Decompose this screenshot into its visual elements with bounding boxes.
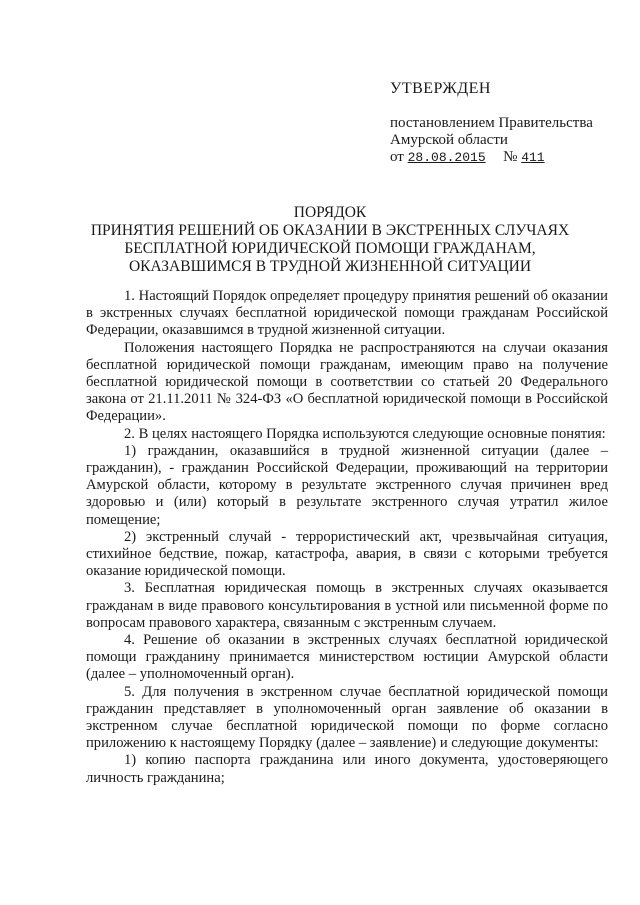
paragraph-7: 4. Решение об оказании в экстренных случаях бесплатной юридической помощи гражданину принимается министерством юстиции Амурской области (далее – уполномоченный орган). <box>86 632 608 683</box>
approval-date: 28.08.2015 <box>407 150 486 165</box>
heading-line-1: ПОРЯДОК <box>293 204 367 221</box>
paragraph-5: 2) экстренный случай - террористический акт, чрезвычайная ситуация, стихийное бедствие, пожар, катастрофа, авария, в связи с которыми требуется оказание юридической помощи. <box>86 528 608 580</box>
paragraph-4: 1) гражданин, оказавшийся в трудной жизненной ситуации (далее – гражданин), - гражданин Российской Федерации, проживающий на территории Амурской области, которому в результате экстренного случая причинен вред здоровью и (или) который в результате экстренного случая утратил жилое помещение; <box>86 442 608 528</box>
paragraph-2: Положения настоящего Порядка не распространяются на случаи оказания бесплатной юридической помощи гражданам, имеющим право на получение бесплатной юридической помощи в соответствии со статьей 20 Федерального закона от 21.11.2011 № 324-ФЗ «О бесплатной юридической помощи в Российской Федерации». <box>86 339 608 425</box>
approval-date-number <box>390 149 630 166</box>
document-heading <box>90 204 570 276</box>
heading-line-4: ОКАЗАВШИМСЯ В ТРУДНОЙ ЖИЗНЕННОЙ СИТУАЦИИ <box>128 258 532 275</box>
approval-line-1: постановлением Правительства <box>390 115 593 131</box>
heading-line-3: БЕСПЛАТНОЙ ЮРИДИЧЕСКОЙ ПОМОЩИ ГРАЖДАНАМ, <box>124 240 536 257</box>
paragraph-3: 2. В целях настоящего Порядка используются следующие основные понятия: <box>124 425 606 442</box>
approval-prefix: от <box>390 149 404 165</box>
approval-number: 411 <box>521 150 545 165</box>
heading-line-2: ПРИНЯТИЯ РЕШЕНИЙ ОБ ОКАЗАНИИ В ЭКСТРЕННЫХ СЛУЧАЯХ <box>90 222 570 239</box>
paragraph-6: 3. Бесплатная юридическая помощь в экстренных случаях оказывается гражданам в виде правового консультирования в устной или письменной форме по вопросам правового характера, связанным с экстренным случаем. <box>86 580 608 631</box>
paragraph-1: 1. Настоящий Порядок определяет процедуру принятия решений об оказании в экстренных случаях бесплатной юридической помощи гражданам Российской Федерации, оказавшимся в трудной жизненной ситуации. <box>86 288 608 339</box>
approval-line-2: Амурской области <box>390 132 508 148</box>
approval-block <box>390 80 630 166</box>
document-body <box>86 288 608 787</box>
approval-num-label: № <box>503 149 518 165</box>
approval-title: УТВЕРЖДЕН <box>390 80 491 97</box>
paragraph-9: 1) копию паспорта гражданина или иного документа, удостоверяющего личность гражданина; <box>86 752 608 786</box>
paragraph-8: 5. Для получения в экстренном случае бесплатной юридической помощи гражданин представляет в уполномоченный орган заявление об оказании в экстренном случае бесплатной юридической помощи по форме согласно приложению к настоящему Порядку (далее – заявление) и следующие документы: <box>86 683 608 752</box>
